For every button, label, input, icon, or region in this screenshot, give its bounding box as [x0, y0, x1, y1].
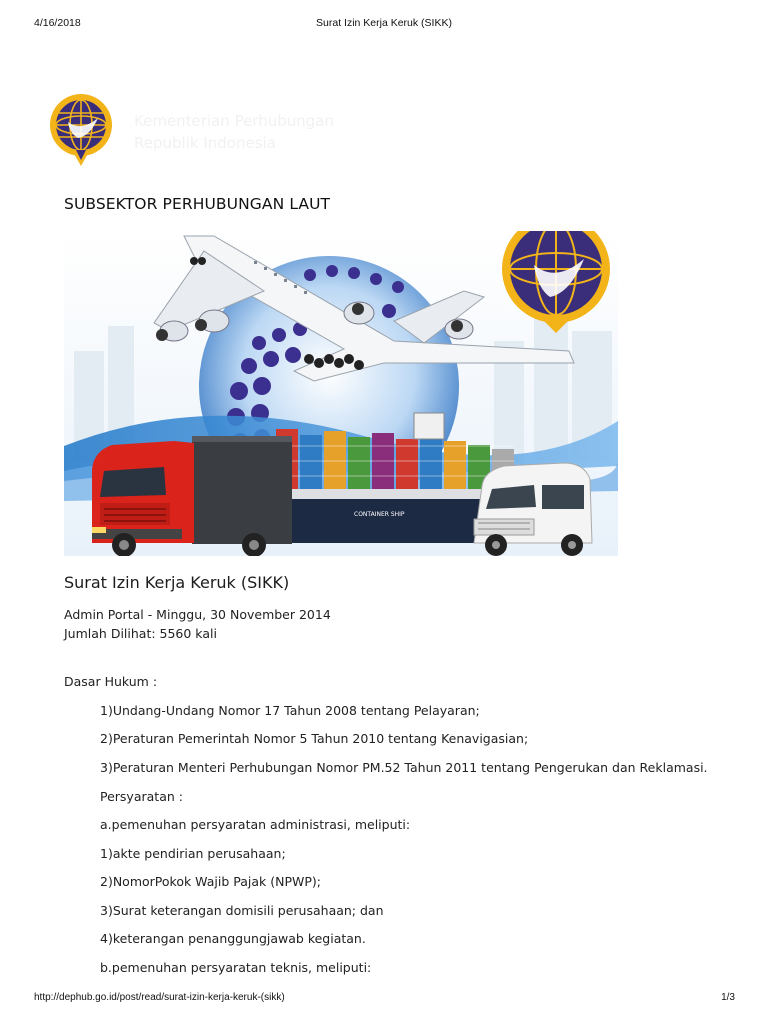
- ship-label: CONTAINER SHIP: [354, 511, 405, 518]
- admin-requirement-item: 4)keterangan penanggungjawab kegiatan.: [100, 931, 366, 946]
- print-date: 4/16/2018: [34, 17, 81, 29]
- print-footer: [0, 992, 768, 1006]
- technical-requirements-label: b.pemenuhan persyaratan teknis, meliputi:: [100, 960, 372, 975]
- dasar-hukum-item: 1)Undang-Undang Nomor 17 Tahun 2008 tentang Pelayaran;: [100, 703, 480, 718]
- dasar-hukum-item: 3)Peraturan Menteri Perhubungan Nomor PM.52 Tahun 2011 tentang Pengerukan dan Reklamasi.: [100, 760, 708, 775]
- admin-requirement-item: 3)Surat keterangan domisili perusahaan; dan: [100, 903, 384, 918]
- dephub-logo-icon[interactable]: [48, 92, 118, 170]
- admin-requirement-item: 2)NomorPokok Wajib Pajak (NPWP);: [100, 874, 321, 889]
- persyaratan-label: Persyaratan :: [100, 789, 183, 804]
- article-title: Surat Izin Kerja Keruk (SIKK): [64, 573, 290, 592]
- page-url-link[interactable]: http://dephub.go.id/post/read/surat-izin-kerja-keruk-(sikk): [34, 992, 285, 1003]
- transport-banner-image: [64, 231, 618, 556]
- admin-requirement-item: 1)akte pendirian perusahaan;: [100, 846, 286, 861]
- logo-text: [134, 110, 334, 154]
- article-author-date: Admin Portal - Minggu, 30 November 2014: [64, 607, 331, 622]
- print-page-title: Surat Izin Kerja Keruk (SIKK): [316, 17, 452, 29]
- print-header: [0, 17, 768, 31]
- dasar-hukum-item: 2)Peraturan Pemerintah Nomor 5 Tahun 2010 tentang Kenavigasian;: [100, 731, 529, 746]
- dasar-hukum-label: Dasar Hukum :: [64, 674, 158, 689]
- admin-requirements-label: a.pemenuhan persyaratan administrasi, meliputi:: [100, 817, 411, 832]
- logo-text-line-1: Kementerian Perhubungan: [134, 112, 334, 130]
- logo-text-line-2: Republik Indonesia: [134, 134, 276, 152]
- page-number: 1/3: [721, 992, 735, 1003]
- article-view-count: Jumlah Dilihat: 5560 kali: [64, 626, 217, 641]
- section-heading: SUBSEKTOR PERHUBUNGAN LAUT: [64, 195, 331, 213]
